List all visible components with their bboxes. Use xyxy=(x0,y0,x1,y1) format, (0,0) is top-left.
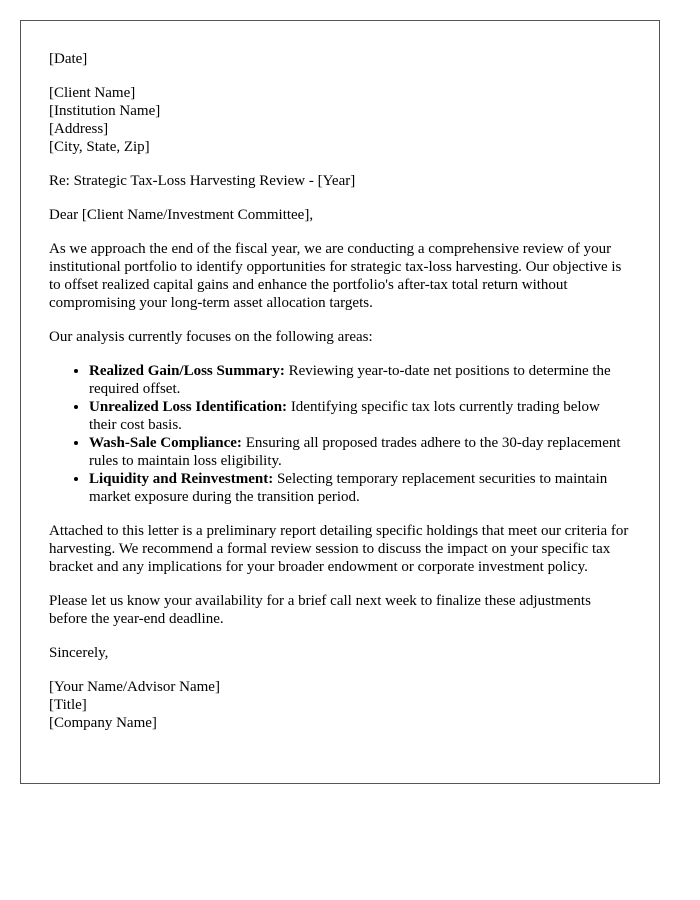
signature-name: [Your Name/Advisor Name] xyxy=(49,679,220,695)
subject-line: Re: Strategic Tax-Loss Harvesting Review - [Year] xyxy=(49,173,356,189)
list-item xyxy=(89,398,631,434)
date-line xyxy=(49,50,631,68)
salutation: Dear [Client Name/Investment Committee], xyxy=(49,207,314,223)
intro-paragraph: As we approach the end of the fiscal year, we are conducting a comprehensive review of your institutional portfolio to identify opportunities for strategic tax-loss harvesting. Our objective is to offset realized capital gains and enhance the portfolio's after-tax total return without compromising your long-term asset allocation targets. xyxy=(49,241,622,311)
recipient-address xyxy=(49,84,631,156)
recipient-institution-name: [Institution Name] xyxy=(49,103,161,119)
focus-area-title: Liquidity and Reinvestment: xyxy=(89,471,274,487)
focus-intro: Our analysis currently focuses on the following areas: xyxy=(49,329,373,345)
focus-area-title: Unrealized Loss Identification: xyxy=(89,399,288,415)
signature-block xyxy=(49,678,631,732)
recipient-city-state-zip: [City, State, Zip] xyxy=(49,139,150,155)
recipient-client-name: [Client Name] xyxy=(49,85,136,101)
focus-area-text: Reviewing year-to-date net positions to determine the required offset. xyxy=(89,363,611,397)
focus-area-title: Realized Gain/Loss Summary: xyxy=(89,363,285,379)
focus-area-text: Selecting temporary replacement securities to maintain market exposure during the transition period. xyxy=(89,471,608,505)
attachment-paragraph: Attached to this letter is a preliminary report detailing specific holdings that meet our criteria for harvesting. We recommend a formal review session to discuss the impact on your specific tax bracket and any implications for your broader endowment or corporate investment policy. xyxy=(49,523,629,575)
focus-area-text: Ensuring all proposed trades adhere to the 30-day replacement rules to maintain loss eligibility. xyxy=(89,435,621,469)
letter-date: [Date] xyxy=(49,51,88,67)
list-item xyxy=(89,470,631,506)
list-item xyxy=(89,362,631,398)
letter-page xyxy=(20,20,660,784)
signature-title: [Title] xyxy=(49,697,87,713)
signature-company: [Company Name] xyxy=(49,715,157,731)
list-item xyxy=(89,434,631,470)
focus-area-text: Identifying specific tax lots currently trading below their cost basis. xyxy=(89,399,600,433)
focus-area-title: Wash-Sale Compliance: xyxy=(89,435,242,451)
focus-areas-list xyxy=(49,362,631,506)
availability-paragraph: Please let us know your availability for a brief call next week to finalize these adjustments before the year-end deadline. xyxy=(49,593,591,627)
closing: Sincerely, xyxy=(49,645,109,661)
recipient-address-line: [Address] xyxy=(49,121,109,137)
